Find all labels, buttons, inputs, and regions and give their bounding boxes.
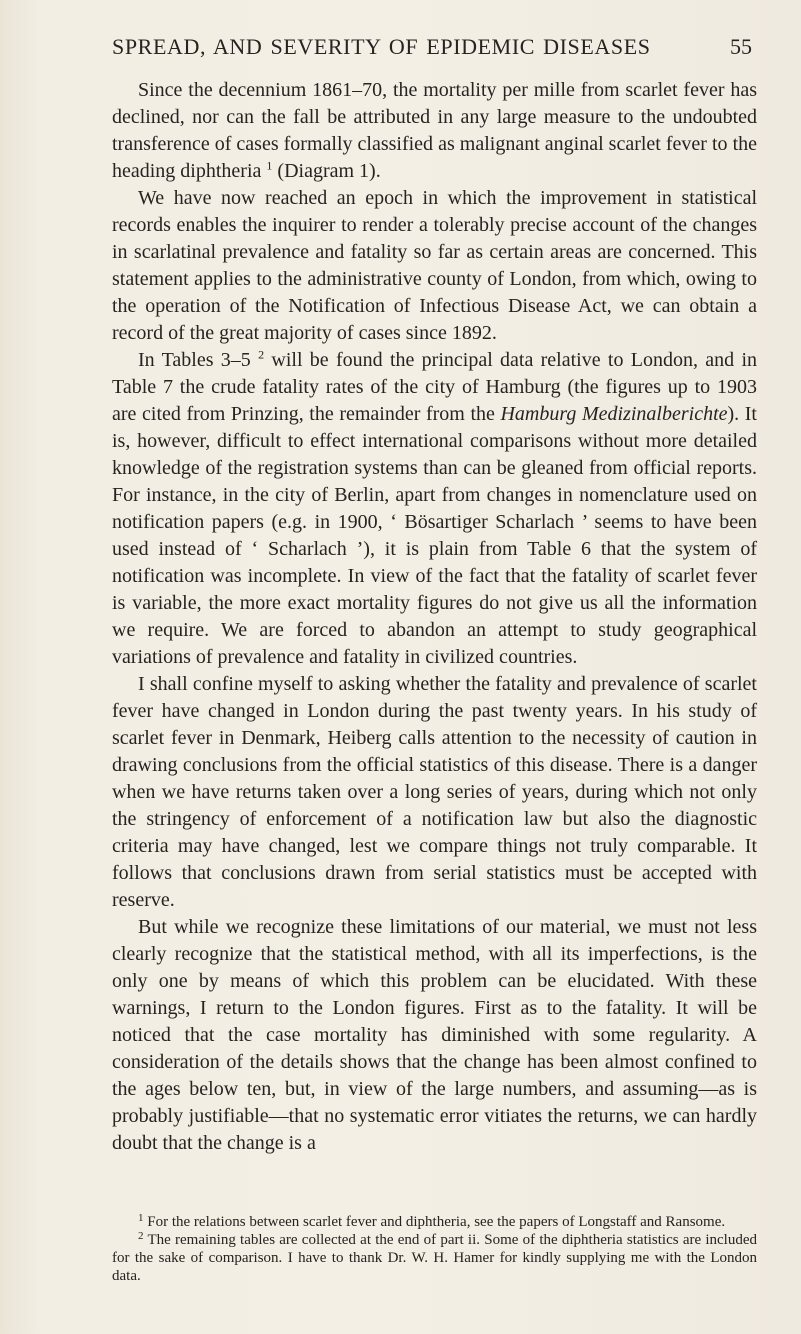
- paragraph-3-text-a: In Tables 3–5: [138, 349, 259, 371]
- paragraph-3-italic-title: Hamburg Medizinalberichte: [500, 403, 728, 425]
- footnote-2-mark: 2: [138, 1230, 144, 1242]
- footnote-2: [112, 1231, 757, 1285]
- running-head: SPREAD, AND SEVERITY OF EPIDEMIC DISEASES: [112, 34, 651, 59]
- footnotes: [112, 1213, 757, 1285]
- paragraph-1-text-b: (Diagram 1).: [272, 160, 381, 182]
- paragraph-3-text-b: will be found the principal data relative to London, and in Table 7 the crude fatality rates of the city of Hamburg (the figures up to 1903 are cited from Prinzing, the remainder from the: [112, 349, 757, 425]
- paragraph-1-text-a: Since the decennium 1861–70, the mortality per mille from scarlet fever has declined, nor can the fall be attributed in any large measure to the undoubted transference of cases formally classified as malignant anginal scarlet fever to the heading diphtheria: [112, 79, 757, 182]
- paragraph-2: We have now reached an epoch in which the improvement in statistical records enables the inquirer to render a tolerably precise account of the changes in scarlatinal prevalence and fatality so far as certain areas are concerned. This statement applies to the administrative county of London, from which, owing to the operation of the Notification of Infectious Disease Act, we can obtain a record of the great majority of cases since 1892.: [112, 187, 757, 344]
- paragraph-4: I shall confine myself to asking whether the fatality and prevalence of scarlet fever have changed in London during the past twenty years. In his study of scarlet fever in Denmark, Heiberg calls attention to the necessity of caution in drawing conclusions from the official statistics of this disease. There is a danger when we have returns taken over a long series of years, during which not only the stringency of enforcement of a notification law but also the diagnostic criteria may have changed, lest we compare things not truly comparable. It follows that conclusions drawn from serial statistics must be accepted with reserve.: [112, 673, 757, 911]
- paragraph-5: But while we recognize these limitations of our material, we must not less clearly recognize that the statistical method, with all its imperfections, is the only one by means of which this problem can be elucidated. With these warnings, I return to the London figures. First as to the fatality. It will be noticed that the case mortality has diminished with some regularity. A consideration of the details shows that the change has been almost confined to the ages below ten, but, in view of the large numbers, and assuming—as is probably justifiable—that no systematic error vitiates the returns, we can hardly doubt that the change is a: [112, 916, 757, 1154]
- footnote-2-text: The remaining tables are collected at the end of part ii. Some of the diphtheria statistics are included for the sake of comparison. I have to thank Dr. W. H. Hamer for kindly supplying me with the London data.: [112, 1232, 758, 1284]
- footnote-ref-1: 1: [266, 158, 273, 173]
- page-header: [112, 34, 752, 64]
- footnote-1-text: For the relations between scarlet fever and diphtheria, see the papers of Longstaff and Ransome.: [147, 1214, 726, 1230]
- footnote-ref-2: 2: [258, 347, 265, 362]
- page-number: 55: [730, 34, 752, 59]
- paragraph-1: [112, 77, 757, 185]
- paragraph-3: [112, 347, 757, 671]
- paragraph-3-text-c: ). It is, however, difficult to effect international comparisons without more detailed knowledge of the registration systems than can be gleaned from official reports. For instance, in the city of Berlin, apart from changes in nomenclature used on notification papers (e.g. in 1900, ‘ Bösartiger Scharlach ’ seems to have been used instead of ‘ Scharlach ’), it is plain from Table 6 that the system of notification was incomplete. In view of the fact that the fatality of scarlet fever is variable, the more exact mortality figures do not give us all the information we require. We are forced to abandon an attempt to study geographical variations of prevalence and fatality in civilized countries.: [112, 403, 757, 668]
- footnote-1: [112, 1213, 757, 1231]
- body-text: [112, 77, 757, 1157]
- footnote-1-mark: 1: [138, 1212, 144, 1224]
